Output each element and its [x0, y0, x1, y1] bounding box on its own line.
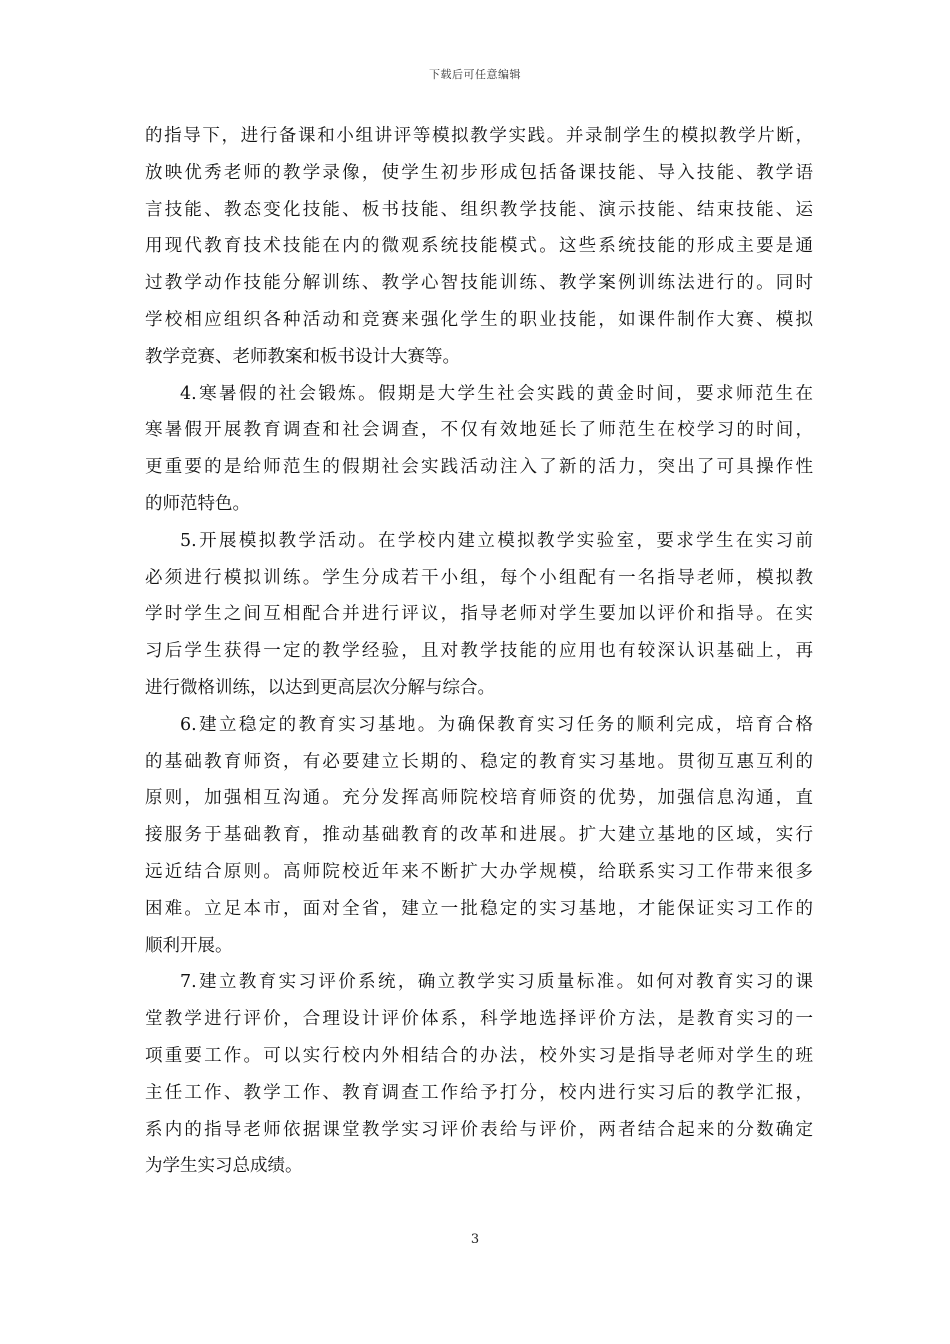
document-body	[145, 118, 813, 1185]
text-line: 为学生实习总成绩。	[145, 1156, 303, 1177]
text-line: 4.寒暑假的社会锻炼。假期是大学生社会实践的黄金时间，要求师范生在	[180, 383, 813, 404]
text-line: 言技能、教态变化技能、板书技能、组织教学技能、演示技能、结束技能、运	[145, 199, 813, 220]
text-line: 放映优秀老师的教学录像，使学生初步形成包括备课技能、导入技能、教学语	[145, 162, 813, 183]
text-line: 更重要的是给师范生的假期社会实践活动注入了新的活力，突出了可具操作性	[145, 457, 813, 478]
paragraph	[145, 118, 813, 376]
paragraph	[145, 964, 813, 1185]
text-line: 7.建立教育实习评价系统，确立教学实习质量标准。如何对教育实习的课	[180, 972, 813, 993]
text-line: 远近结合原则。高师院校近年来不断扩大办学规模，给联系实习工作带来很多	[145, 861, 813, 882]
text-line: 的指导下，进行备课和小组讲评等模拟教学实践。并录制学生的模拟教学片断，	[145, 126, 813, 146]
page-header: 下载后可任意编辑	[429, 68, 521, 81]
text-line: 原则，加强相互沟通。充分发挥高师院校培育师资的优势，加强信息沟通，直	[145, 788, 813, 809]
text-line: 接服务于基础教育，推动基础教育的改革和进展。扩大建立基地的区域，实行	[145, 825, 813, 846]
text-line: 堂教学进行评价，合理设计评价体系，科学地选择评价方法，是教育实习的一	[145, 1009, 813, 1030]
text-line: 的师范特色。	[145, 493, 250, 514]
text-line: 学校相应组织各种活动和竞赛来强化学生的职业技能，如课件制作大赛、模拟	[145, 309, 813, 330]
text-line: 过教学动作技能分解训练、教学心智技能训练、教学案例训练法进行的。同时	[145, 273, 813, 294]
text-line: 5.开展模拟教学活动。在学校内建立模拟教学实验室，要求学生在实习前	[180, 530, 813, 551]
paragraph	[145, 707, 813, 965]
text-line: 的基础教育师资，有必要建立长期的、稳定的教育实习基地。贯彻互惠互利的	[145, 751, 813, 772]
text-line: 学时学生之间互相配合并进行评议，指导老师对学生要加以评价和指导。在实	[145, 604, 813, 625]
paragraph	[145, 376, 813, 523]
text-line: 系内的指导老师依据课堂教学实习评价表给与评价，两者结合起来的分数确定	[145, 1119, 813, 1140]
text-line: 必须进行模拟训练。学生分成若干小组，每个小组配有一名指导老师，模拟教	[145, 567, 813, 588]
text-line: 寒暑假开展教育调查和社会调查，不仅有效地延长了师范生在校学习的时间，	[145, 420, 813, 441]
text-line: 用现代教育技术技能在内的微观系统技能模式。这些系统技能的形成主要是通	[145, 236, 813, 257]
text-line: 项重要工作。可以实行校内外相结合的办法，校外实习是指导老师对学生的班	[145, 1045, 813, 1066]
paragraph	[145, 523, 813, 707]
text-line: 教学竞赛、老师教案和板书设计大赛等。	[145, 346, 460, 367]
text-line: 6.建立稳定的教育实习基地。为确保教育实习任务的顺利完成，培育合格	[180, 714, 813, 735]
text-line: 主任工作、教学工作、教育调查工作给予打分，校内进行实习后的教学汇报，	[145, 1082, 813, 1103]
text-line: 困难。立足本市，面对全省，建立一批稳定的实习基地，才能保证实习工作的	[145, 898, 813, 919]
text-line: 顺利开展。	[145, 935, 233, 956]
text-line: 习后学生获得一定的教学经验，且对教学技能的应用也有较深认识基础上，再	[145, 641, 813, 662]
text-line: 进行微格训练，以达到更高层次分解与综合。	[145, 677, 495, 698]
page-number: 3	[470, 1232, 480, 1247]
